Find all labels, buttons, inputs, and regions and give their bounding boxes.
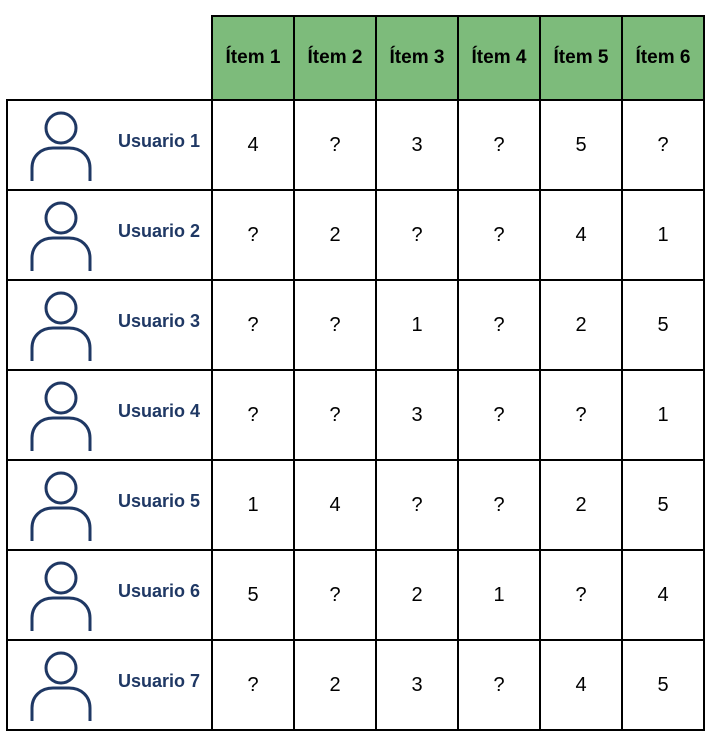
- rating-cell: ?: [458, 280, 540, 370]
- user-row: [7, 280, 704, 370]
- column-header: Ítem 4: [458, 16, 540, 100]
- user-cell: [7, 550, 212, 640]
- rating-cell: ?: [376, 190, 458, 280]
- rating-cell: 1: [622, 370, 704, 460]
- rating-cell: 3: [376, 640, 458, 730]
- user-cell: [7, 460, 212, 550]
- user-row: [7, 370, 704, 460]
- user-row: [7, 100, 704, 190]
- rating-cell: 1: [458, 550, 540, 640]
- rating-cell: ?: [458, 640, 540, 730]
- rating-cell: 4: [622, 550, 704, 640]
- rating-cell: ?: [458, 460, 540, 550]
- rating-matrix: [6, 15, 705, 731]
- rating-cell: 2: [540, 280, 622, 370]
- user-cell: [7, 100, 212, 190]
- user-icon: [28, 650, 94, 722]
- rating-cell: ?: [458, 370, 540, 460]
- rating-cell: 4: [540, 190, 622, 280]
- rating-cell: 1: [376, 280, 458, 370]
- rating-cell: 5: [622, 640, 704, 730]
- user-icon: [28, 470, 94, 542]
- rating-cell: ?: [212, 190, 294, 280]
- rating-cell: 2: [540, 460, 622, 550]
- rating-cell: ?: [622, 100, 704, 190]
- rating-cell: 3: [376, 370, 458, 460]
- rating-cell: 1: [212, 460, 294, 550]
- rating-cell: ?: [376, 460, 458, 550]
- rating-cell: ?: [294, 370, 376, 460]
- column-header: Ítem 1: [212, 16, 294, 100]
- rating-cell: ?: [540, 370, 622, 460]
- rating-cell: 4: [294, 460, 376, 550]
- corner-cell: [7, 16, 212, 100]
- rating-cell: 5: [540, 100, 622, 190]
- rating-cell: 2: [294, 640, 376, 730]
- user-icon: [28, 110, 94, 182]
- user-name: Usuario 4: [118, 401, 201, 421]
- rating-cell: 5: [212, 550, 294, 640]
- rating-cell: 2: [376, 550, 458, 640]
- rating-cell: ?: [212, 280, 294, 370]
- rating-cell: 1: [622, 190, 704, 280]
- user-name: Usuario 3: [118, 311, 201, 331]
- user-name: Usuario 6: [118, 581, 201, 601]
- rating-cell: ?: [212, 370, 294, 460]
- user-icon: [28, 290, 94, 362]
- user-name: Usuario 5: [118, 491, 201, 511]
- user-row: [7, 460, 704, 550]
- user-name: Usuario 2: [118, 221, 201, 241]
- rating-cell: ?: [458, 190, 540, 280]
- user-row: [7, 550, 704, 640]
- user-icon: [28, 560, 94, 632]
- user-cell: [7, 280, 212, 370]
- rating-cell: 4: [212, 100, 294, 190]
- rating-cell: ?: [458, 100, 540, 190]
- user-row: [7, 640, 704, 730]
- user-icon: [28, 380, 94, 452]
- column-header: Ítem 2: [294, 16, 376, 100]
- user-name: Usuario 1: [118, 131, 201, 151]
- rating-cell: 5: [622, 280, 704, 370]
- user-cell: [7, 370, 212, 460]
- user-cell: [7, 640, 212, 730]
- column-header: Ítem 3: [376, 16, 458, 100]
- header-row: [7, 16, 704, 100]
- rating-cell: ?: [294, 550, 376, 640]
- rating-cell: 3: [376, 100, 458, 190]
- user-name: Usuario 7: [118, 671, 201, 691]
- rating-cell: 5: [622, 460, 704, 550]
- column-header: Ítem 5: [540, 16, 622, 100]
- user-icon: [28, 200, 94, 272]
- user-cell: [7, 190, 212, 280]
- rating-cell: ?: [294, 100, 376, 190]
- column-header: Ítem 6: [622, 16, 704, 100]
- rating-cell: ?: [212, 640, 294, 730]
- rating-cell: 4: [540, 640, 622, 730]
- rating-cell: ?: [294, 280, 376, 370]
- rating-cell: ?: [540, 550, 622, 640]
- user-row: [7, 190, 704, 280]
- rating-cell: 2: [294, 190, 376, 280]
